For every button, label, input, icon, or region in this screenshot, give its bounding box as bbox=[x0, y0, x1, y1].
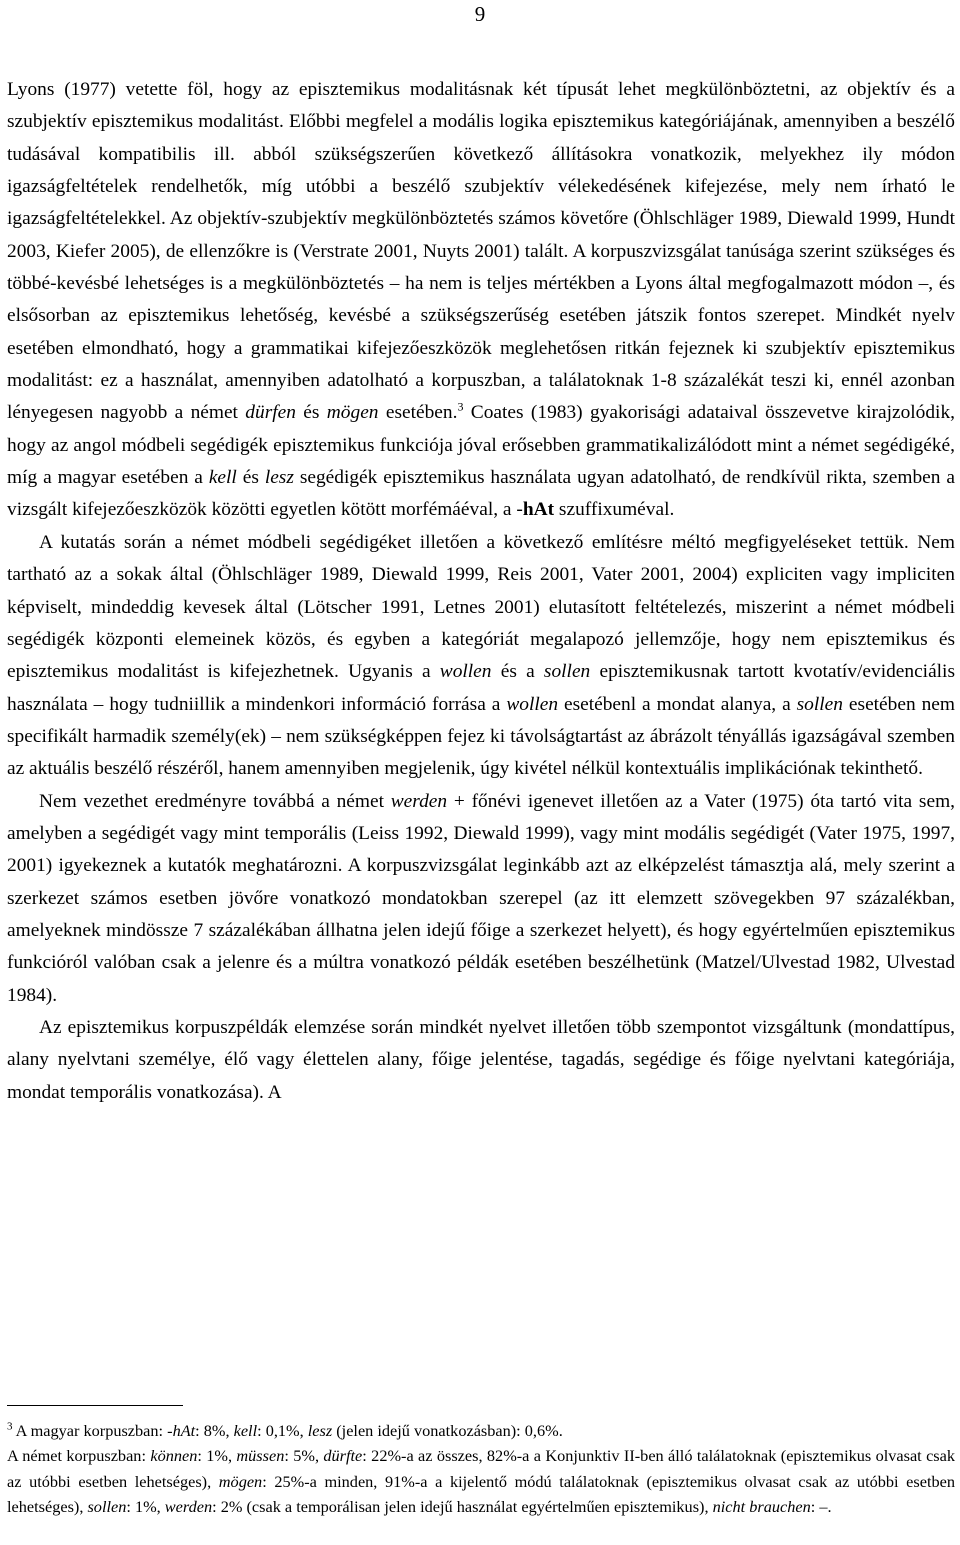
italic-term: hAt bbox=[172, 1421, 196, 1440]
text-run: Coates (1983) gyakorisági adataival összevetve kirajzolódik, hogy az angol módbeli segédigék episztemikus funkciója jóval erősebben grammatikalizálódott mint a német segédigéké, míg a magyar esetében a bbox=[7, 402, 955, 489]
italic-term: müssen bbox=[236, 1446, 285, 1466]
italic-term: können bbox=[150, 1446, 198, 1466]
text-run: esetébenl a mondat alanya, a bbox=[558, 693, 797, 715]
italic-term: lesz bbox=[307, 1421, 333, 1440]
text-run: episztemikusnak tartott kvotatív/evidenciális használata – hogy tudniillik a mindenkori információ forrása a bbox=[7, 661, 955, 715]
text-run: szuffixuméval. bbox=[554, 499, 675, 521]
text-run: és a bbox=[491, 661, 544, 683]
italic-term: kell bbox=[233, 1421, 258, 1440]
footnote-separator bbox=[7, 1405, 183, 1406]
footnote-marker: 3 bbox=[7, 1420, 13, 1433]
footnotes bbox=[7, 1418, 955, 1519]
text-run: : 2% (csak a temporálisan jelen idejű használat egyértelműen episztemikus), bbox=[212, 1496, 713, 1516]
italic-term: wollen bbox=[506, 693, 559, 715]
text-run: Lyons (1977) vetette föl, hogy az episztemikus modalitásnak két típusát lehet megkülönböztetni, az objektív és a szubjektív episztemikus modalitást. Előbbi megfelel a modális logika episztemikus kategóriájának, amennyiben a beszélő tudásával kompatibilis ill. abból szükségszerűen következő állításokra vonatkozik, melyekhez ily módon igazságfeltételek rendelhetők, míg utóbbi a beszélő szubjektív vélekedésének kifejezése, mely nem írható le igazságfeltételekkel. Az objektív-szubjektív megkülönböztetés számos követőre (Öhlschläger 1989, Diewald 1999, Hundt 2003, Kiefer 2005), de ellenzőkre is (Verstrate 2001, Nuyts 2001) talált. A korpuszvizsgálat tanúsága szerint szükséges és többé-kevésbé lehetséges is a megkülönböztetés – ha nem is teljes mértékben a Lyons által megfogalmazott módon –, és elsősorban az episztemikus lehetőség, kevésbé a szükségszerűség esetében játszik fontos szerepet. Mindkét nyelv esetében elmondható, hogy a grammatikai kifejezőeszközök meglehetősen ritkán fejeznek ki szubjektív episztemikus modalitást: ez a használat, amennyiben adatolható a korpuszban, a találatoknak 1-8 százalékát teszi ki, ennél azonban lényegesen nagyobb a német bbox=[7, 79, 955, 424]
footnote-reference[interactable]: 3 bbox=[457, 399, 464, 414]
italic-term: mögen bbox=[326, 402, 379, 424]
italic-term: lesz bbox=[264, 467, 294, 489]
footnote-3-continued bbox=[7, 1443, 955, 1519]
text-run: : 25%-a minden, 91%-a a kijelentő módú találatoknak (episztemikus olvasat csak az utóbbi esetben lehetséges), bbox=[7, 1471, 955, 1516]
paragraph-3 bbox=[7, 786, 955, 1012]
text-run: A kutatás során a német módbeli segédigéket illetően a következő említésre méltó megfigyeléseket tettük. Nem tartható az a sokak által (Öhlschläger 1989, Diewald 1999, Reis 2001, Vater 2001, 2004) expliciten vagy impliciten képviselt, mindeddig kevesek által (Lötscher 1991, Letnes 2001) elutasított feltételezés, miszerint a német módbeli segédigék központi elemeinek közös, és egyben a kategóriát megalapozó jellemzője, hogy nem episztemikus és episztemikus modalitást is kifejezhetnek. Ugyanis a bbox=[7, 531, 955, 683]
text-run: esetében. bbox=[378, 402, 458, 424]
paragraph-4 bbox=[7, 1012, 955, 1109]
italic-term: dürfte bbox=[323, 1446, 363, 1466]
italic-term: sollen bbox=[87, 1496, 127, 1516]
italic-term: nicht brauchen bbox=[712, 1496, 811, 1516]
text-run: : 0,1%, bbox=[257, 1421, 308, 1440]
text-run: Az episztemikus korpuszpéldák elemzése során mindkét nyelvet illetően több szempontot vizsgáltunk (mondattípus, alany nyelvtani személye, élő vagy élettelen alany, főige jelentése, tagadás, segédige és főige nyelvtani kategóriája, mondat temporális vonatkozása). A bbox=[7, 1016, 955, 1103]
text-run: segédigék episztemikus használata ugyan adatolható, de rendkívül rikta, szemben a vizsgált kifejezőeszközök közötti egyetlen kötött morfémáéval, a - bbox=[7, 467, 955, 521]
text-run: és bbox=[236, 467, 265, 489]
text-run: : 1%, bbox=[126, 1496, 165, 1516]
text-run: : 8%, bbox=[195, 1421, 234, 1440]
italic-term: sollen bbox=[543, 661, 591, 683]
text-run: és bbox=[295, 402, 327, 424]
text-run: : 22%-a az összes, 82%-a a Konjunktiv II-ben álló találatoknak (episztemikus olvasat csak az utóbbi esetben lehetséges), bbox=[7, 1446, 956, 1491]
text-run: (jelen idejű vonatkozásban): 0,6%. bbox=[332, 1421, 563, 1440]
italic-term: mögen bbox=[218, 1471, 263, 1491]
italic-term: kell bbox=[208, 467, 237, 489]
paragraph-2 bbox=[7, 527, 955, 786]
footnote-3 bbox=[7, 1418, 955, 1443]
text-run: Nem vezethet eredményre továbbá a német bbox=[39, 790, 391, 812]
italic-term: dürfen bbox=[245, 402, 296, 424]
body-text bbox=[7, 74, 955, 1109]
text-run: A német korpuszban: bbox=[7, 1446, 151, 1466]
text-run: : –. bbox=[810, 1496, 832, 1516]
bold-term: hAt bbox=[522, 499, 555, 521]
italic-term: wollen bbox=[439, 661, 492, 683]
text-run: A magyar korpuszban: - bbox=[12, 1421, 173, 1440]
italic-term: werden bbox=[390, 790, 448, 812]
text-run: : 5%, bbox=[284, 1446, 324, 1466]
italic-term: werden bbox=[164, 1496, 213, 1516]
text-run: + főnévi igenevet illetően az a Vater (1975) óta tartó vita sem, amelyben a segédigét vagy mint temporális (Leiss 1992, Diewald 1999), vagy mint modális segédigét (Vater 1975, 1997, 2001) igyekeznek a kutatók meghatározni. A korpuszvizsgálat leginkább azt az elképzelést támasztja alá, mely szerint a szerkezet számos esetben jövőre vonatkozó mondatokban szerepel (az itt elemzett szövegekben 97 százalékban, amelyeknek mindössze 7 százalékában állhatna jelen idejű főige a szerkezet helyett), és hogy egyértelműen episztemikus funkcióról valóban csak a jelenre és a múltra vonatkozó példák esetében beszélhetünk (Matzel/Ulvestad 1982, Ulvestad 1984). bbox=[7, 790, 956, 1006]
text-run: : 1%, bbox=[197, 1446, 237, 1466]
paragraph-1 bbox=[7, 74, 955, 527]
page-number: 9 bbox=[474, 2, 486, 26]
text-run: esetében nem specifikált harmadik személy(ek) – nem szükségképpen fejez ki távolságtartást az ábrázolt tényállás igazságával szemben az aktuális beszélő részéről, hanem amennyiben megjelenik, úgy kivétel nélkül kontextuális implikációnak tekinthető. bbox=[7, 693, 955, 780]
italic-term: sollen bbox=[796, 693, 843, 715]
